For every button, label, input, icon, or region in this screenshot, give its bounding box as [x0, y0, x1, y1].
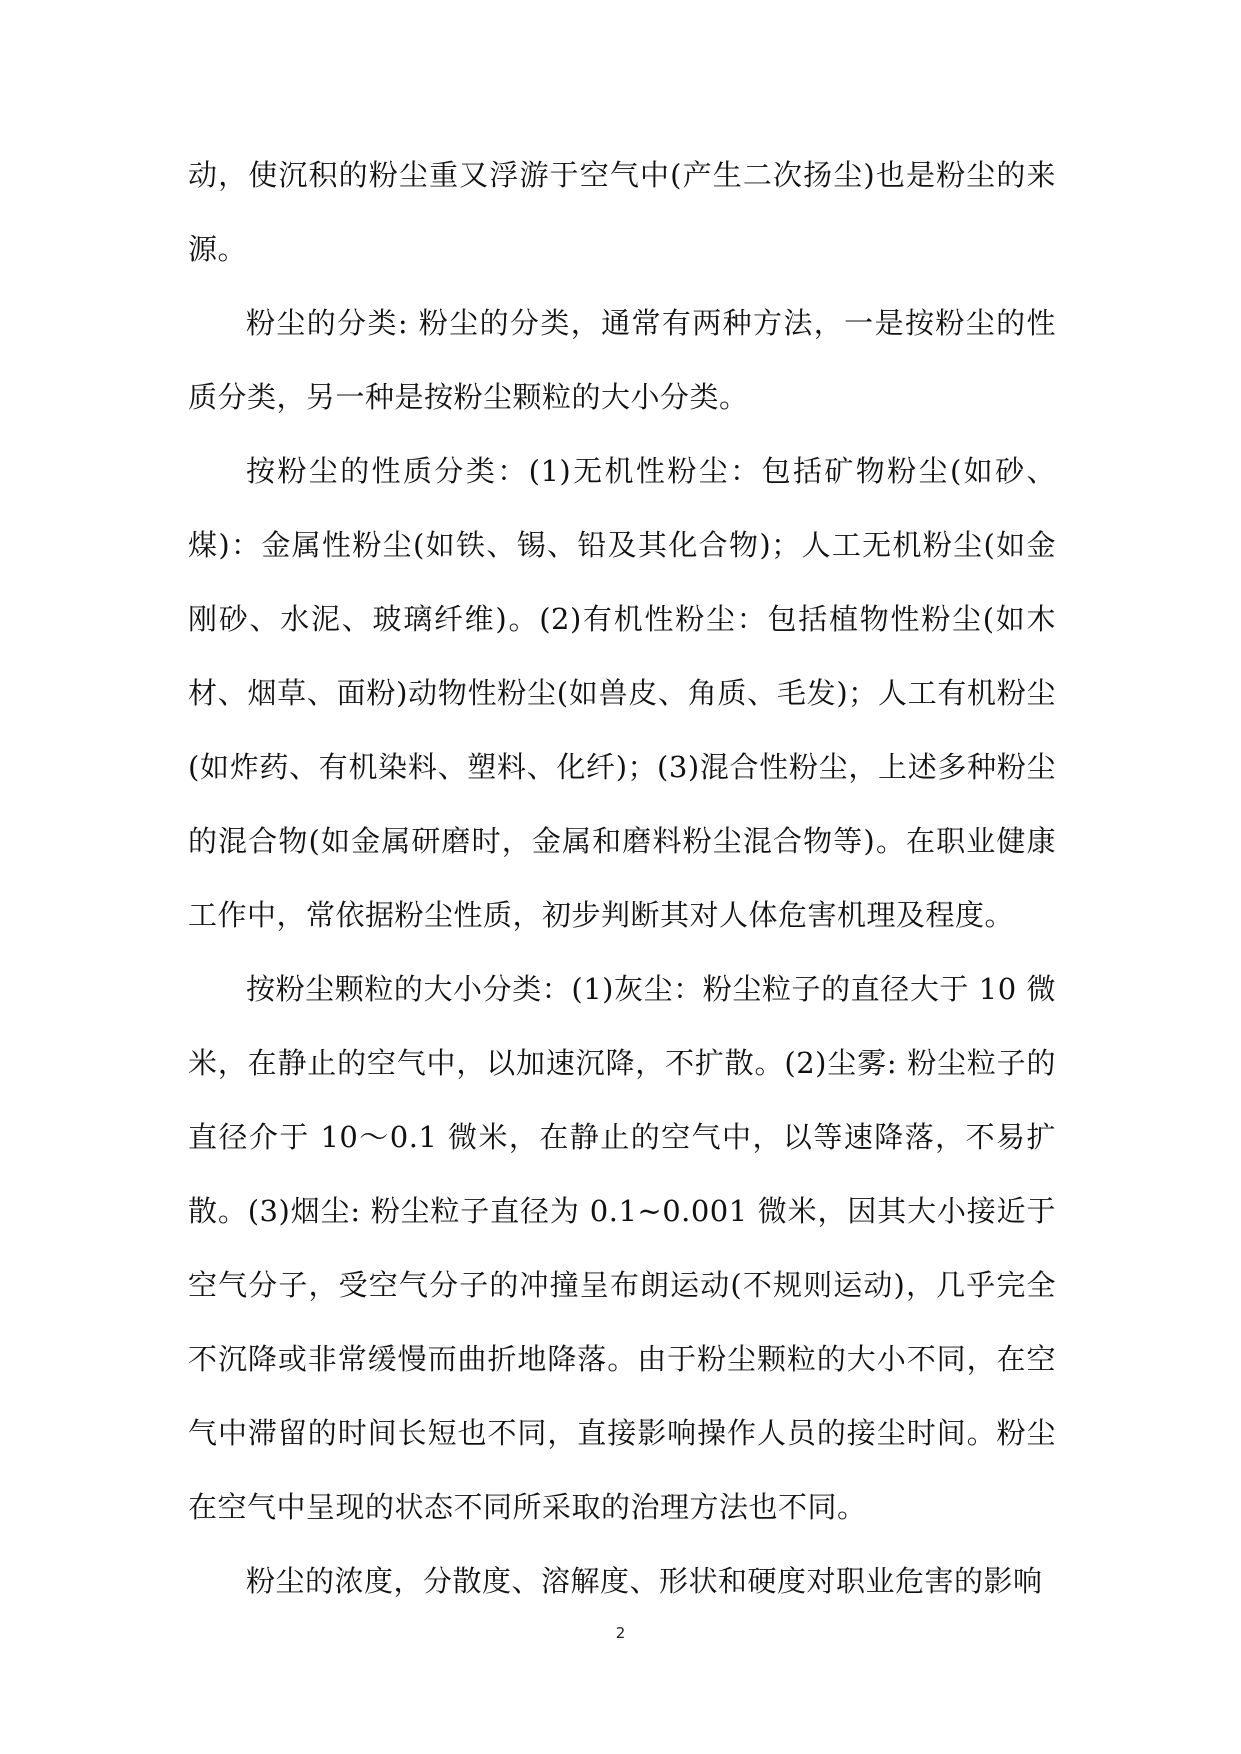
paragraph-dust-classification-intro: 粉尘的分类: 粉尘的分类，通常有两种方法，一是按粉尘的性质分类，另一种是按粉尘颗粒的大小分类。 — [188, 306, 1056, 414]
paragraph-classification-by-nature: 按粉尘的性质分类：(1)无机性粉尘：包括矿物粉尘(如砂、煤)：金属性粉尘(如铁、锡、铅及其化合物)；人工无机粉尘(如金刚砂、水泥、玻璃纤维)。(2)有机性粉尘：包括植物性粉尘(如木材、烟草、面粉)动物性粉尘(如兽皮、角质、毛发)；人工有机粉尘(如炸药、有机染料、塑料、化纤)；(3)混合性粉尘，上述多种粉尘的混合物(如金属研磨时，金属和磨料粉尘混合物等)。在职业健康工作中，常依据粉尘性质，初步判断其对人体危害机理及程度。 — [188, 454, 1056, 932]
paragraph-classification-by-size: 按粉尘颗粒的大小分类：(1)灰尘：粉尘粒子的直径大于 10 微米，在静止的空气中，以加速沉降，不扩散。(2)尘雾: 粉尘粒子的直径介于 10～0.1 微米，在静止的空气中，以等速降落，不易扩散。(3)烟尘: 粉尘粒子直径为 0.1~0.001 微米，因其大小接近于空气分子，受空气分子的冲撞呈布朗运动(不规则运动)，几乎完全不沉降或非常缓慢而曲折地降落。由于粉尘颗粒的大小不同，在空气中滞留的时间长短也不同，直接影响操作人员的接尘时间。粉尘在空气中呈现的状态不同所采取的治理方法也不同。 — [188, 972, 1056, 1524]
paragraph-dust-sources-continued: 动，使沉积的粉尘重又浮游于空气中(产生二次扬尘)也是粉尘的来源。 — [188, 158, 1056, 266]
page-number: 2 — [615, 1624, 626, 1642]
paragraph-dust-properties-impact: 粉尘的浓度，分散度、溶解度、形状和硬度对职业危害的影响 — [246, 1564, 1043, 1598]
document-body — [188, 138, 1056, 1618]
